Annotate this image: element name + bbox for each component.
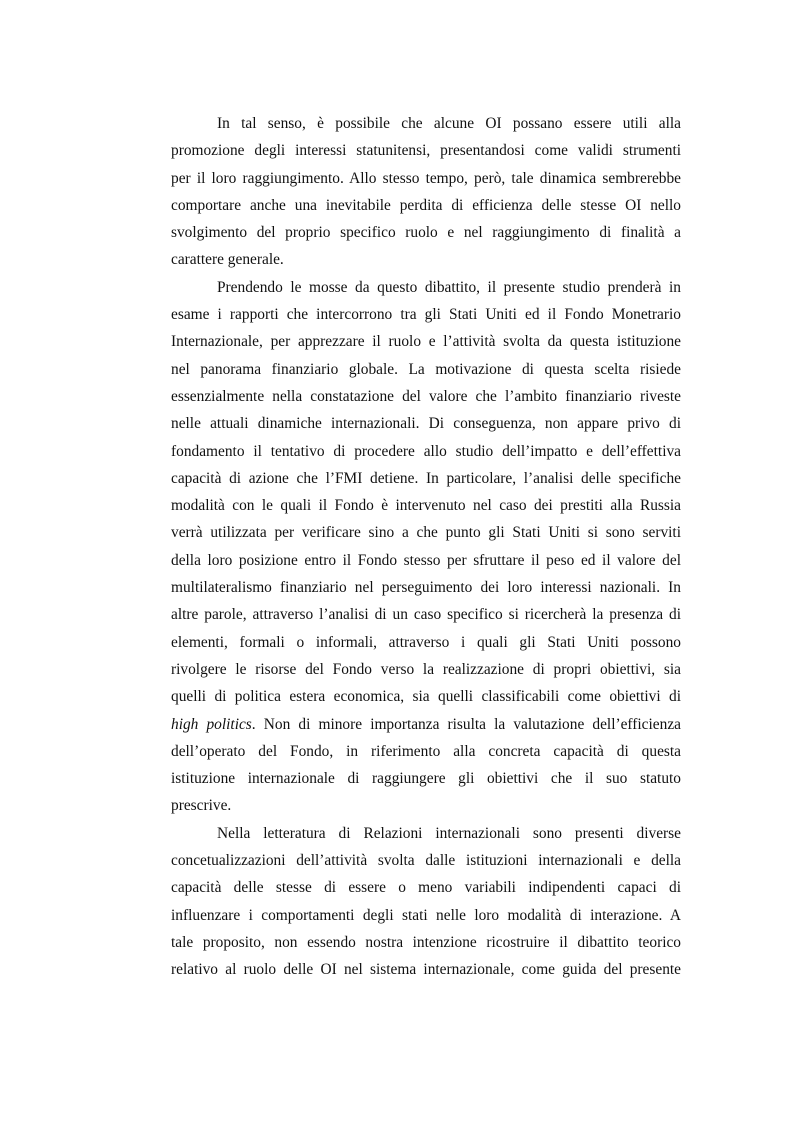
text-line: dell’operato del Fondo, in riferimento alla concreta capacità di questa [171,742,681,760]
text-line: capacità di azione che l’FMI detiene. In particolare, l’analisi delle specifiche [171,469,681,487]
text-line: istituzione internazionale di raggiungere gli obiettivi che il suo statuto [171,770,681,788]
text-line: Prendendo le mosse da questo dibattito, il presente studio prenderà in [217,278,681,296]
text-line: tale proposito, non essendo nostra intenzione ricostruire il dibattito teorico [171,933,681,951]
text-line: nelle attuali dinamiche internazionali. Di conseguenza, non appare privo di [171,415,681,433]
text-line: della loro posizione entro il Fondo stesso per sfruttare il peso ed il valore del [171,551,681,569]
italic-term: high politics [171,715,252,733]
text-line: relativo al ruolo delle OI nel sistema internazionale, come guida del presente [171,961,681,979]
text-fragment: . Non di minore importanza risulta la valutazione dell’efficienza [251,715,681,733]
text-line: carattere generale. [171,251,284,269]
text-line: nel panorama finanziario globale. La motivazione di questa scelta risiede [171,360,681,378]
text-line: promozione degli interessi statunitensi, presentandosi come validi strumenti [171,142,681,160]
paragraph-3 [171,820,681,984]
paragraph-2 [171,274,681,820]
text-line: svolgimento del proprio specifico ruolo e nel raggiungimento di finalità a [171,224,681,242]
text-line: In tal senso, è possibile che alcune OI possano essere utili alla [217,115,681,132]
text-line: modalità con le quali il Fondo è intervenuto nel caso dei prestiti alla Russia [171,497,681,515]
text-line: rivolgere le risorse del Fondo verso la realizzazione di propri obiettivi, sia [171,660,681,678]
text-line: fondamento il tentativo di procedere allo studio dell’impatto e dell’effettiva [171,442,681,460]
text-line: esame i rapporti che intercorrono tra gli Stati Uniti ed il Fondo Monetrario [171,306,681,324]
body-text [171,110,681,984]
text-line: concetualizzazioni dell’attività svolta dalle istituzioni internazionali e della [171,852,681,870]
text-line: prescrive. [171,797,232,815]
paragraph-1 [171,110,681,274]
text-line: elementi, formali o informali, attraverso i quali gli Stati Uniti possono [171,633,681,651]
text-line-with-italic [171,711,681,738]
text-line: per il loro raggiungimento. Allo stesso tempo, però, tale dinamica sembrerebbe [171,169,681,187]
text-line: multilateralismo finanziario nel perseguimento dei loro interessi nazionali. In [171,579,681,597]
text-line: verrà utilizzata per verificare sino a che punto gli Stati Uniti si sono serviti [171,524,681,542]
text-line: Nella letteratura di Relazioni internazionali sono presenti diverse [217,824,681,842]
text-line: Internazionale, per apprezzare il ruolo e l’attività svolta da questa istituzione [171,333,681,351]
text-line: quelli di politica estera economica, sia quelli classificabili come obiettivi di [171,688,681,706]
text-line: comportare anche una inevitabile perdita di efficienza delle stesse OI nello [171,196,681,214]
text-line: influenzare i comportamenti degli stati nelle loro modalità di interazione. A [171,906,681,924]
text-line: capacità delle stesse di essere o meno variabili indipendenti capaci di [171,879,681,897]
text-line: essenzialmente nella constatazione del valore che l’ambito finanziario riveste [171,387,681,405]
text-line: altre parole, attraverso l’analisi di un caso specifico si ricercherà la presenza di [171,606,681,624]
